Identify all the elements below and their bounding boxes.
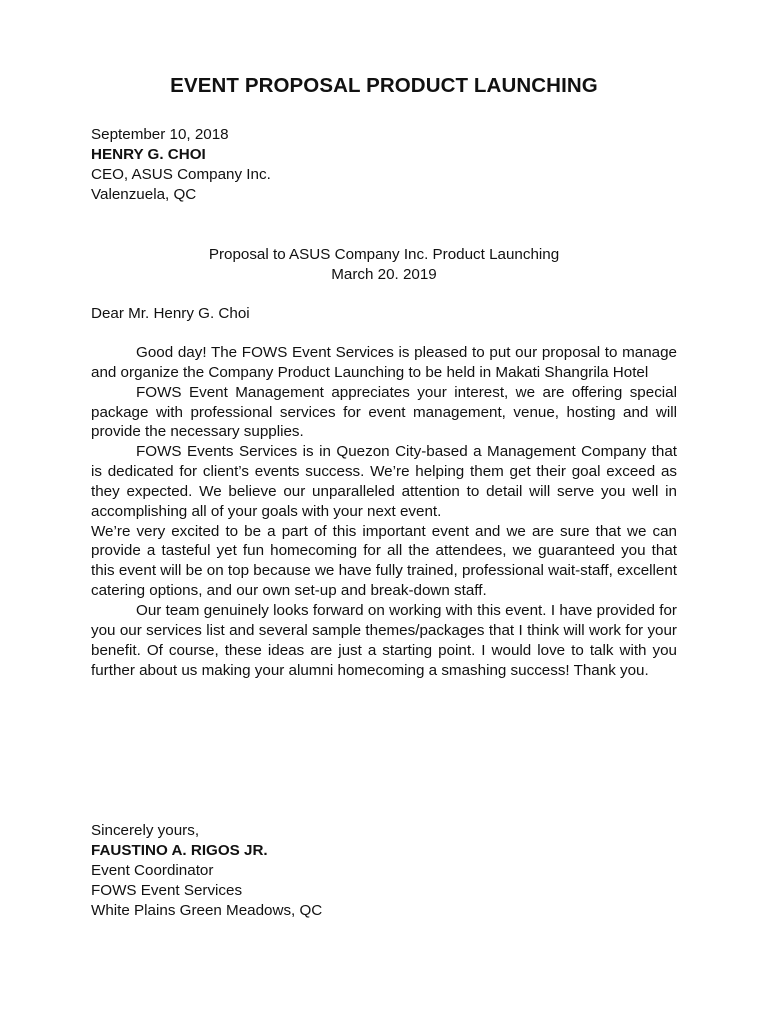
closing-block — [91, 821, 677, 921]
valediction: Sincerely yours, — [91, 822, 200, 839]
paragraph-excitement: We’re very excited to be a part of this important event and we are sure that we can provide a tasteful yet fun homecoming for all the attendees, we guaranteed you that this event will be on top because we have fully trained, professional wait-staff, excellent catering options, and our own set-up and break-down staff. — [91, 522, 677, 600]
subject-line: Proposal to ASUS Company Inc. Product Launching — [208, 246, 560, 263]
paragraph-intro: Good day! The FOWS Event Services is pleased to put our proposal to manage and organize the Company Product Launching to be held in Makati Shangrila Hotel — [91, 344, 677, 381]
recipient-block — [91, 125, 677, 205]
recipient-address: Valenzuela, QC — [91, 186, 197, 203]
signatory-position: Event Coordinator — [91, 862, 214, 879]
event-date: March 20. 2019 — [331, 266, 437, 283]
document-title: EVENT PROPOSAL PRODUCT LAUNCHING — [170, 74, 598, 97]
signatory-company: FOWS Event Services — [91, 882, 243, 899]
signatory-address: White Plains Green Meadows, QC — [91, 902, 323, 919]
signatory-name: FAUSTINO A. RIGOS JR. — [91, 842, 268, 859]
subject-block — [91, 245, 677, 285]
recipient-name: HENRY G. CHOI — [91, 146, 206, 163]
salutation-text: Dear Mr. Henry G. Choi — [91, 305, 250, 322]
letter-date: September 10, 2018 — [91, 126, 229, 143]
letter-body — [91, 343, 677, 680]
paragraph-company: FOWS Events Services is in Quezon City-based a Management Company that is dedicated for client’s events success. We’re helping them get their goal exceed as they expected. We believe our unparalleled attention to detail will serve you well in accomplishing all of your goals with your next event. — [91, 443, 677, 520]
paragraph-closing: Our team genuinely looks forward on working with this event. I have provided for you our services list and several sample themes/packages that I think will work for your benefit. Of course, these ideas are just a starting point. I would love to talk with you further about us making your alumni homecoming a smashing success! Thank you. — [91, 601, 677, 679]
recipient-position: CEO, ASUS Company Inc. — [91, 166, 271, 183]
salutation — [91, 304, 677, 324]
paragraph-offer: FOWS Event Management appreciates your interest, we are offering special package with professional services for event management, venue, hosting and will provide the necessary supplies. — [91, 383, 677, 441]
